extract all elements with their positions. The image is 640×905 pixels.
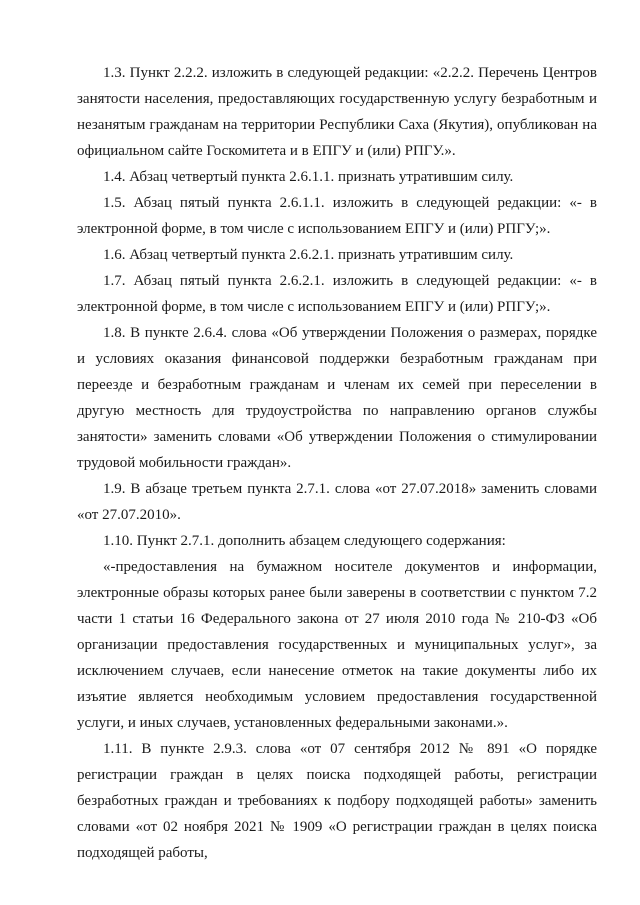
paragraph-1-10-addition: «-предоставления на бумажном носителе документов и информации, электронные образы которых ранее были заверены в соответствии с пунктом 7.2 части 1 статьи 16 Федерального закона от 27 июля 2010 года № 210-ФЗ «Об организации предоставления государственных и муниципальных услуг», за исключением случаев, если нанесение отметок на такие документы либо их изъятие является необходимым условием предоставления государственной услуги, и иных случаев, установленных федеральными законами.». <box>77 559 597 731</box>
paragraph-1-8: 1.8. В пункте 2.6.4. слова «Об утверждении Положения о размерах, порядке и условиях оказания финансовой поддержки безработным гражданам при переезде и безработным гражданам и членам их семей при переселении в другую местность для трудоустройства по направлению органов службы занятости» заменить словами «Об утверждении Положения о стимулировании трудовой мобильности граждан». <box>77 325 597 471</box>
document-page <box>77 60 597 866</box>
paragraph-1-3: 1.3. Пункт 2.2.2. изложить в следующей редакции: «2.2.2. Перечень Центров занятости населения, предоставляющих государственную услугу безработным и незанятым гражданам на территории Республики Саха (Якутия), опубликован на официальном сайте Госкомитета и в ЕПГУ и (или) РПГУ.». <box>77 65 597 159</box>
paragraph-1-4: 1.4. Абзац четвертый пункта 2.6.1.1. признать утратившим силу. <box>103 169 514 185</box>
paragraph-1-6: 1.6. Абзац четвертый пункта 2.6.2.1. признать утратившим силу. <box>103 247 514 263</box>
paragraph-1-10: 1.10. Пункт 2.7.1. дополнить абзацем следующего содержания: <box>103 533 506 549</box>
paragraph-1-11: 1.11. В пункте 2.9.3. слова «от 07 сентября 2012 № 891 «О порядке регистрации граждан в целях поиска подходящей работы, регистрации безработных граждан и требованиях к подбору подходящей работы» заменить словами «от 02 ноября 2021 № 1909 «О регистрации граждан в целях поиска подходящей работы, <box>77 741 597 861</box>
paragraph-1-9: 1.9. В абзаце третьем пункта 2.7.1. слова «от 27.07.2018» заменить словами «от 27.07.2010». <box>77 481 597 523</box>
paragraph-1-7: 1.7. Абзац пятый пункта 2.6.2.1. изложить в следующей редакции: «- в электронной форме, в том числе с использованием ЕПГУ и (или) РПГУ;». <box>77 273 597 315</box>
paragraph-1-5: 1.5. Абзац пятый пункта 2.6.1.1. изложить в следующей редакции: «- в электронной форме, в том числе с использованием ЕПГУ и (или) РПГУ;». <box>77 195 597 237</box>
